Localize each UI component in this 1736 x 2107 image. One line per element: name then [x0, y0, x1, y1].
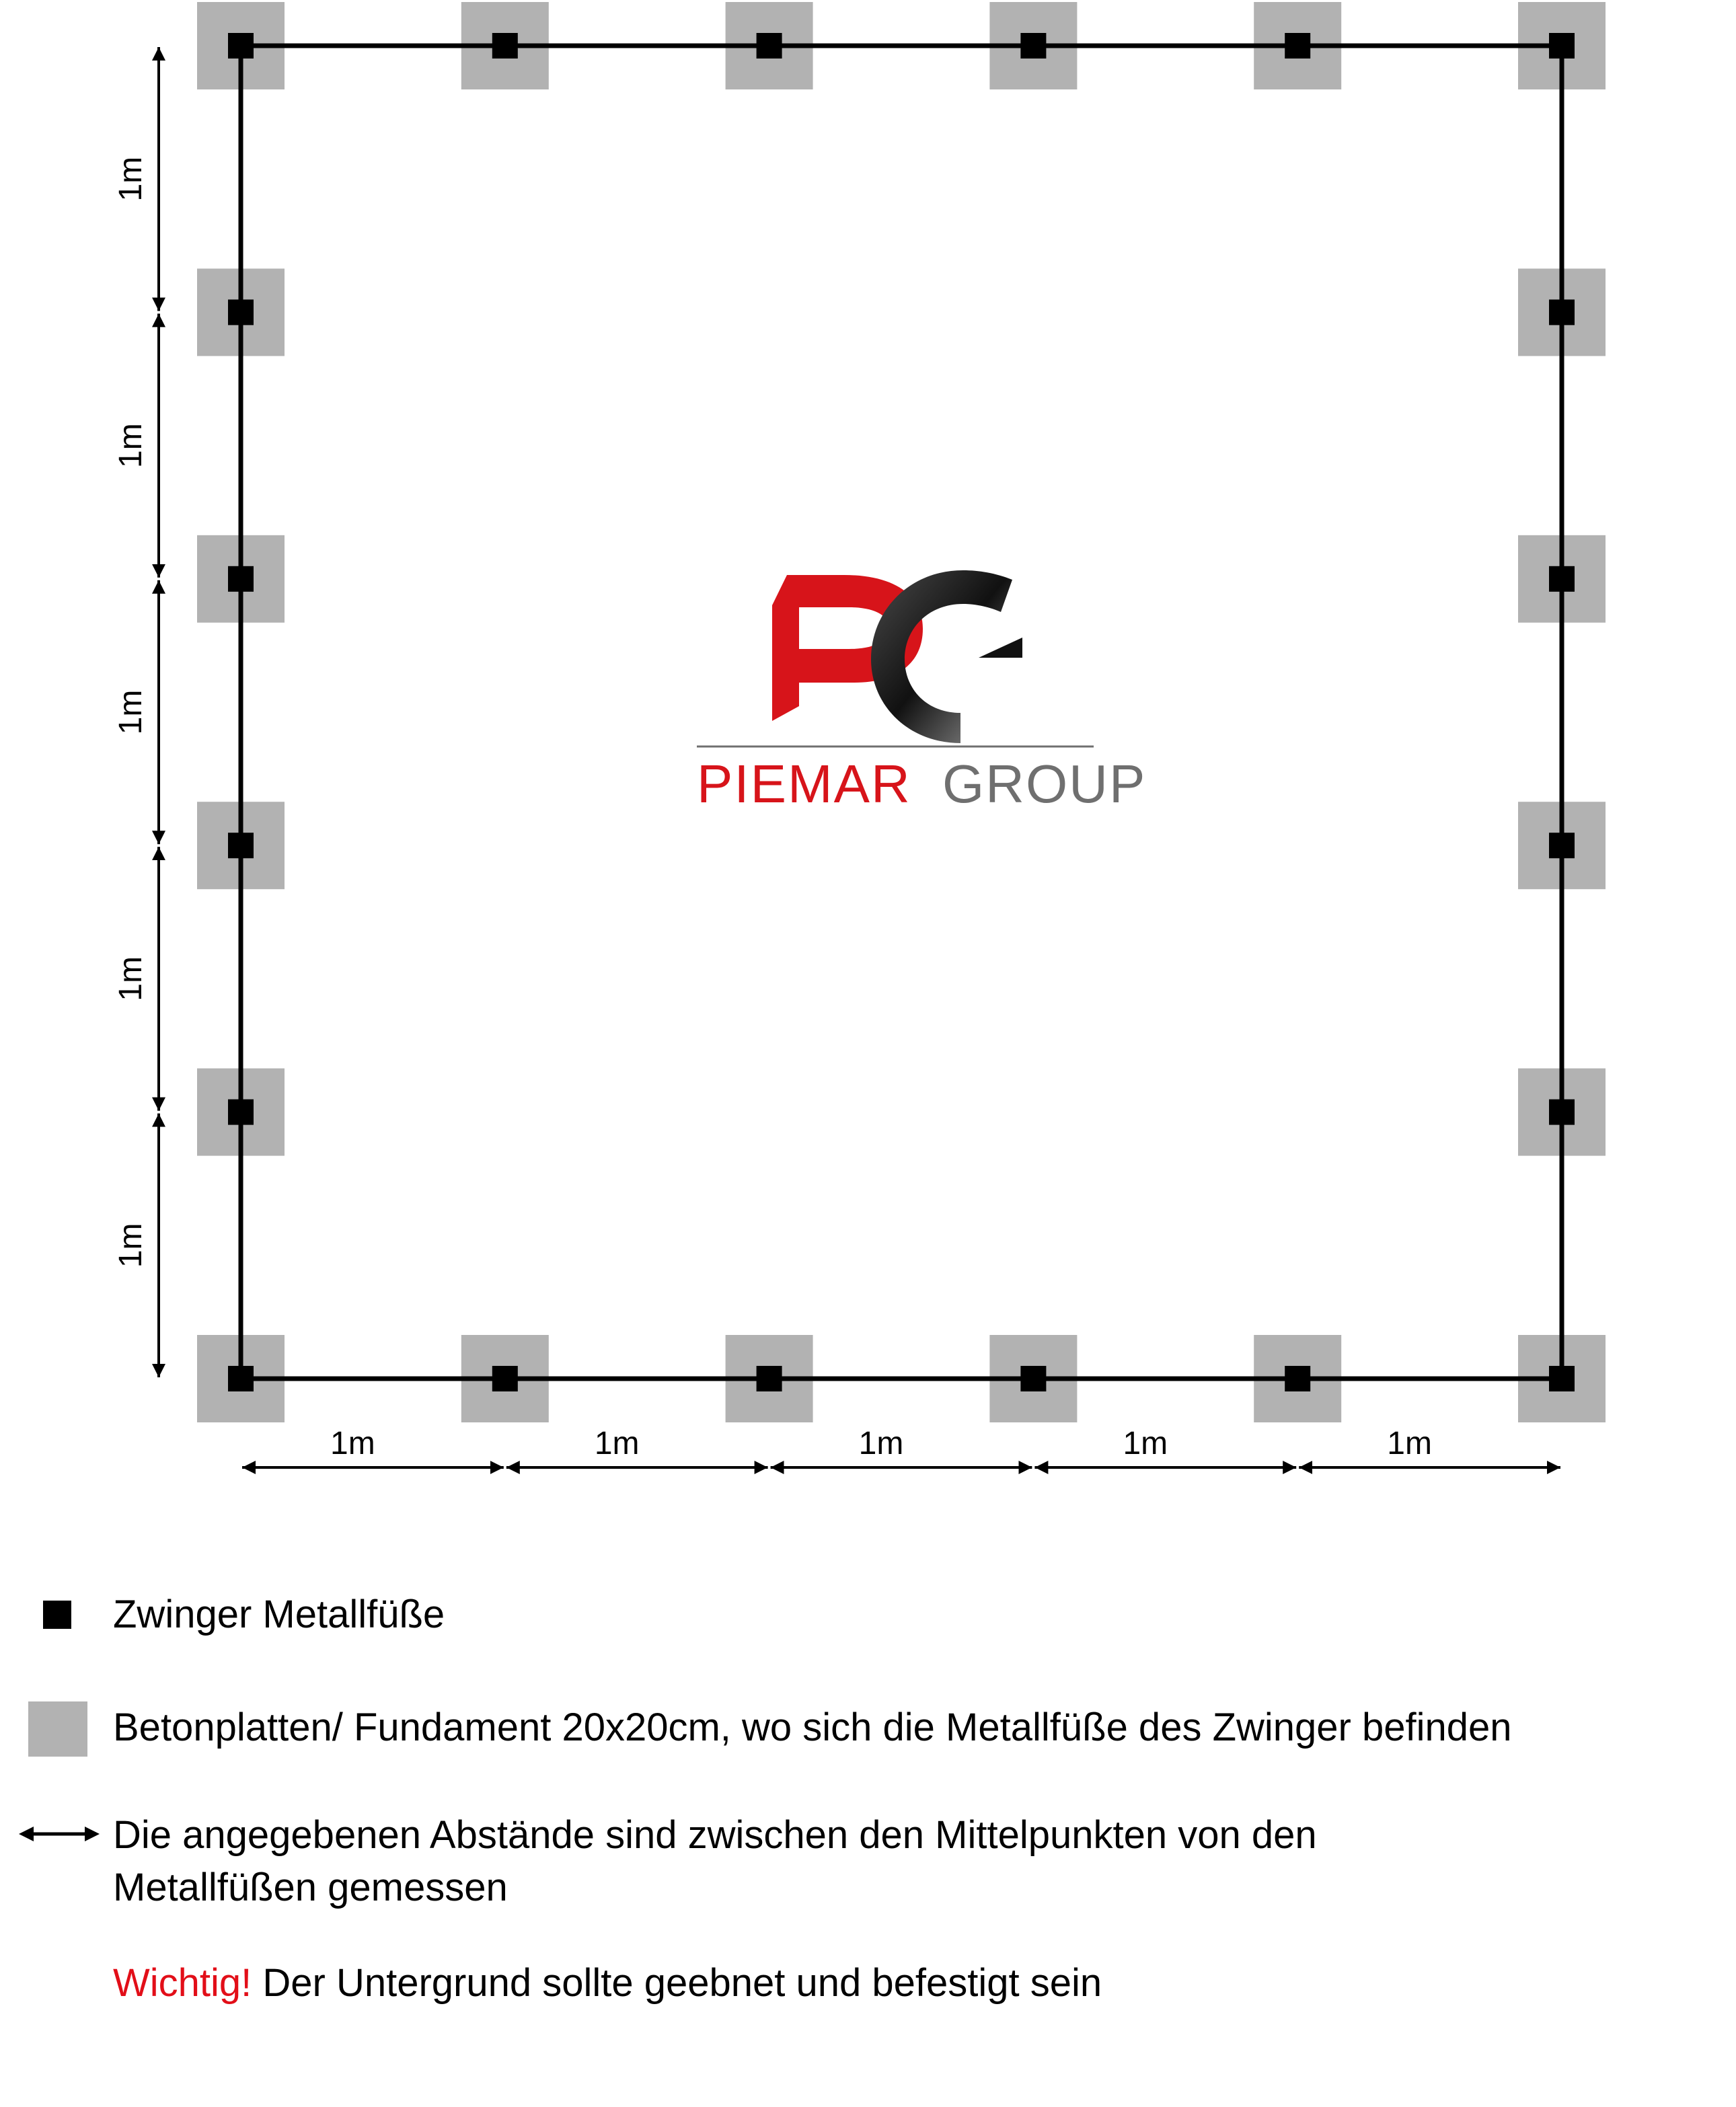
metal-foot-right-2 — [1549, 566, 1575, 592]
metal-foot-right-4 — [1549, 1100, 1575, 1125]
dimension-label-vertical-2: 1m — [113, 423, 149, 468]
metal-foot-top-4 — [1285, 33, 1310, 59]
metal-foot-bottom-1 — [492, 1366, 518, 1391]
legend-feet-label: Zwinger Metallfüße — [113, 1593, 445, 1636]
dimension-label-vertical-3: 1m — [113, 689, 149, 735]
plate-square-icon — [28, 1701, 87, 1757]
dimension-label-horizontal-5: 1m — [1387, 1426, 1432, 1461]
dimension-label-vertical-1: 1m — [113, 156, 149, 202]
double-arrow-icon — [19, 1824, 100, 1844]
vertical-dimensions — [113, 47, 159, 1377]
logo-word-piemar: PIEMAR — [697, 754, 911, 814]
dimension-label-vertical-5: 1m — [113, 1223, 149, 1268]
metal-foot-left-4 — [228, 1100, 254, 1125]
metal-foot-bottom-3 — [1020, 1366, 1046, 1391]
dimension-label-horizontal-4: 1m — [1123, 1426, 1168, 1461]
logo-word-group: GROUP — [942, 754, 1147, 814]
metal-foot-right-3 — [1549, 833, 1575, 858]
warning-word: Wichtig! — [113, 1961, 252, 2005]
dimension-label-horizontal-2: 1m — [594, 1426, 640, 1461]
metal-foot-bottom-4 — [1285, 1366, 1310, 1391]
metal-foot-bottom-0 — [228, 1366, 254, 1391]
metal-foot-top-1 — [492, 33, 518, 59]
metal-foot-bottom-2 — [757, 1366, 782, 1391]
metal-foot-top-2 — [757, 33, 782, 59]
legend-arrow-line-2: Metallfüßen gemessen — [113, 1866, 508, 1909]
metal-foot-top-5 — [1549, 33, 1575, 59]
metal-foot-left-1 — [228, 299, 254, 325]
metal-foot-top-3 — [1020, 33, 1046, 59]
metal-foot-left-3 — [228, 833, 254, 858]
warning-text: Der Untergrund sollte geebnet und befestigt sein — [262, 1961, 1102, 2005]
svg-text:PIEMAR GROUP — [697, 754, 1146, 814]
dimension-label-horizontal-1: 1m — [330, 1426, 375, 1461]
legend-plates-label: Betonplatten/ Fundament 20x20cm, wo sich die Metallfüße des Zwinger befinden — [113, 1706, 1512, 1749]
metal-foot-left-2 — [228, 566, 254, 592]
legend-arrow-line-1: Die angegebenen Abstände sind zwischen den Mittelpunkten von den — [113, 1813, 1317, 1857]
logo-g-dash — [979, 638, 1022, 658]
horizontal-dimensions — [242, 1426, 1560, 1467]
metal-foot-top-0 — [228, 33, 254, 59]
dimension-label-vertical-4: 1m — [113, 956, 149, 1001]
warning-note — [113, 1957, 1102, 2009]
metal-foot-right-1 — [1549, 299, 1575, 325]
piemar-group-logo — [697, 570, 1146, 814]
metal-foot-bottom-5 — [1549, 1366, 1575, 1391]
foot-square-icon — [43, 1601, 71, 1629]
legend-arrow-label — [113, 1809, 1317, 1914]
dimension-label-horizontal-3: 1m — [858, 1426, 904, 1461]
